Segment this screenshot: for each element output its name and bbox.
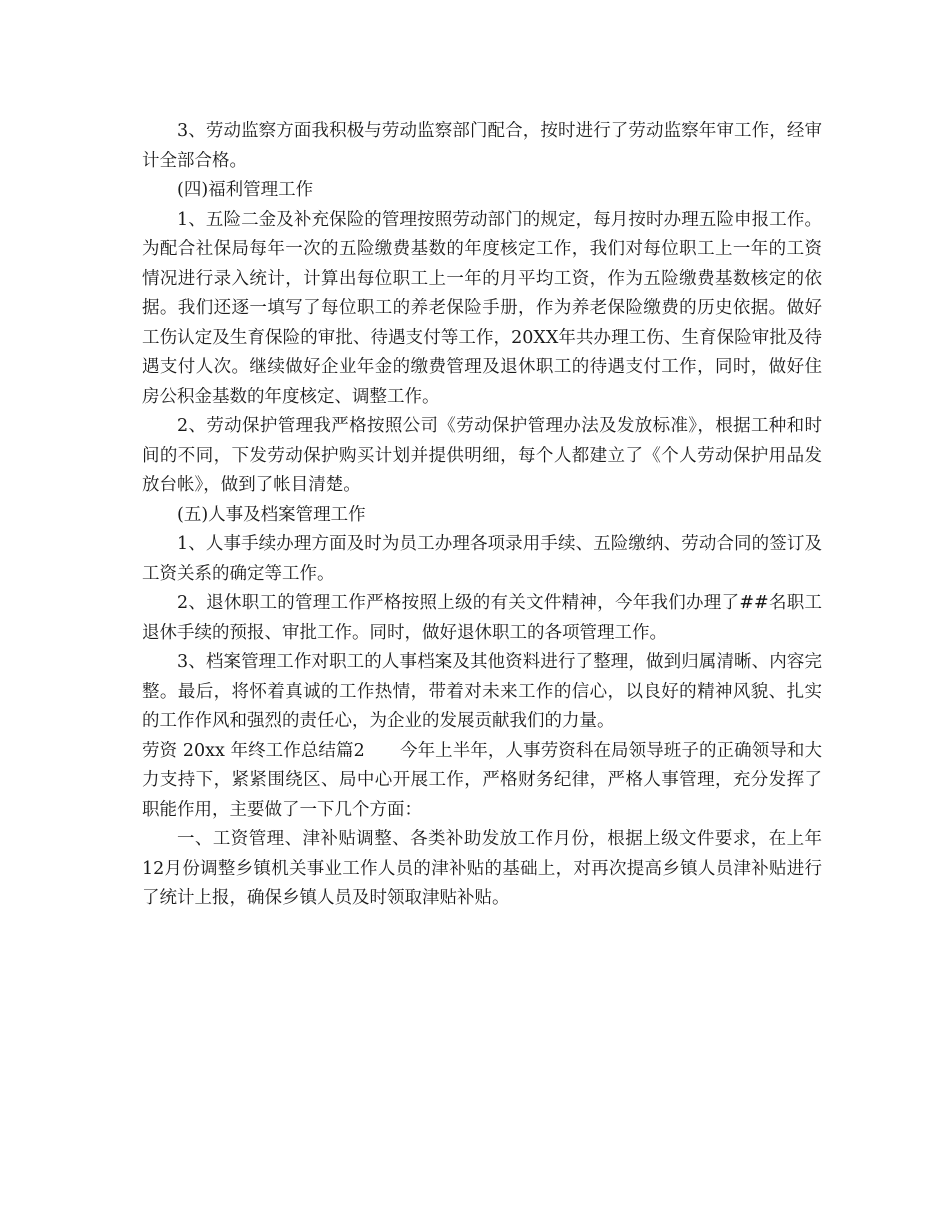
- paragraph-summary-part2: 劳资 20xx 年终工作总结篇2 今年上半年，人事劳资科在局领导班子的正确领导和大力支持下，紧紧围绕区、局中心开展工作，严格财务纪律，严格人事管理，充分发挥了职能作用，主要做了一下几个方面：: [142, 740, 822, 820]
- paragraph-insurance: 1、五险二金及补充保险的管理按照劳动部门的规定，每月按时办理五险申报工作。为配合社保局每年一次的五险缴费基数的年度核定工作，我们对每位职工上一年的工资情况进行录入统计，计算出每位职工上一年的月平均工资，作为五险缴费基数核定的依据。我们还逐一填写了每位职工的养老保险手册，作为养老保险缴费的历史依据。做好工伤认定及生育保险的审批、待遇支付等工作，20XX年共办理工伤、生育保险审批及待遇支付人次。继续做好企业年金的缴费管理及退休职工的待遇支付工作，同时，做好住房公积金基数的年度核定、调整工作。: [142, 209, 822, 407]
- document-body: [142, 117, 822, 914]
- paragraph-labor-inspection: 3、劳动监察方面我积极与劳动监察部门配合，按时进行了劳动监察年审工作，经审计全部合格。: [142, 121, 822, 171]
- paragraph-personnel-procedures: 1、人事手续办理方面及时为员工办理各项录用手续、五险缴纳、劳动合同的签订及工资关系的确定等工作。: [142, 534, 822, 584]
- paragraph-labor-protection: 2、劳动保护管理我严格按照公司《劳动保护管理办法及发放标准》，根据工种和时间的不同，下发劳动保护购买计划并提供明细，每个人都建立了《个人劳动保护用品发放台帐》，做到了帐目清楚。: [142, 416, 822, 495]
- section-heading-personnel: (五)人事及档案管理工作: [177, 504, 366, 525]
- section-heading-welfare: (四)福利管理工作: [177, 180, 314, 200]
- paragraph-retirement: 2、退休职工的管理工作严格按照上级的有关文件精神，今年我们办理了##名职工退休手续的预报、审批工作。同时，做好退休职工的各项管理工作。: [142, 593, 822, 643]
- paragraph-wage-management: 一、工资管理、津补贴调整、各类补助发放工作月份，根据上级文件要求，在上年12月份调整乡镇机关事业工作人员的津补贴的基础上，对再次提高乡镇人员津补贴进行了统计上报，确保乡镇人员及时领取津贴补贴。: [142, 829, 822, 908]
- paragraph-archives: 3、档案管理工作对职工的人事档案及其他资料进行了整理，做到归属清晰、内容完整。最后，将怀着真诚的工作热情，带着对未来工作的信心，以良好的精神风貌、扎实的工作作风和强烈的责任心，为企业的发展贡献我们的力量。: [142, 652, 822, 731]
